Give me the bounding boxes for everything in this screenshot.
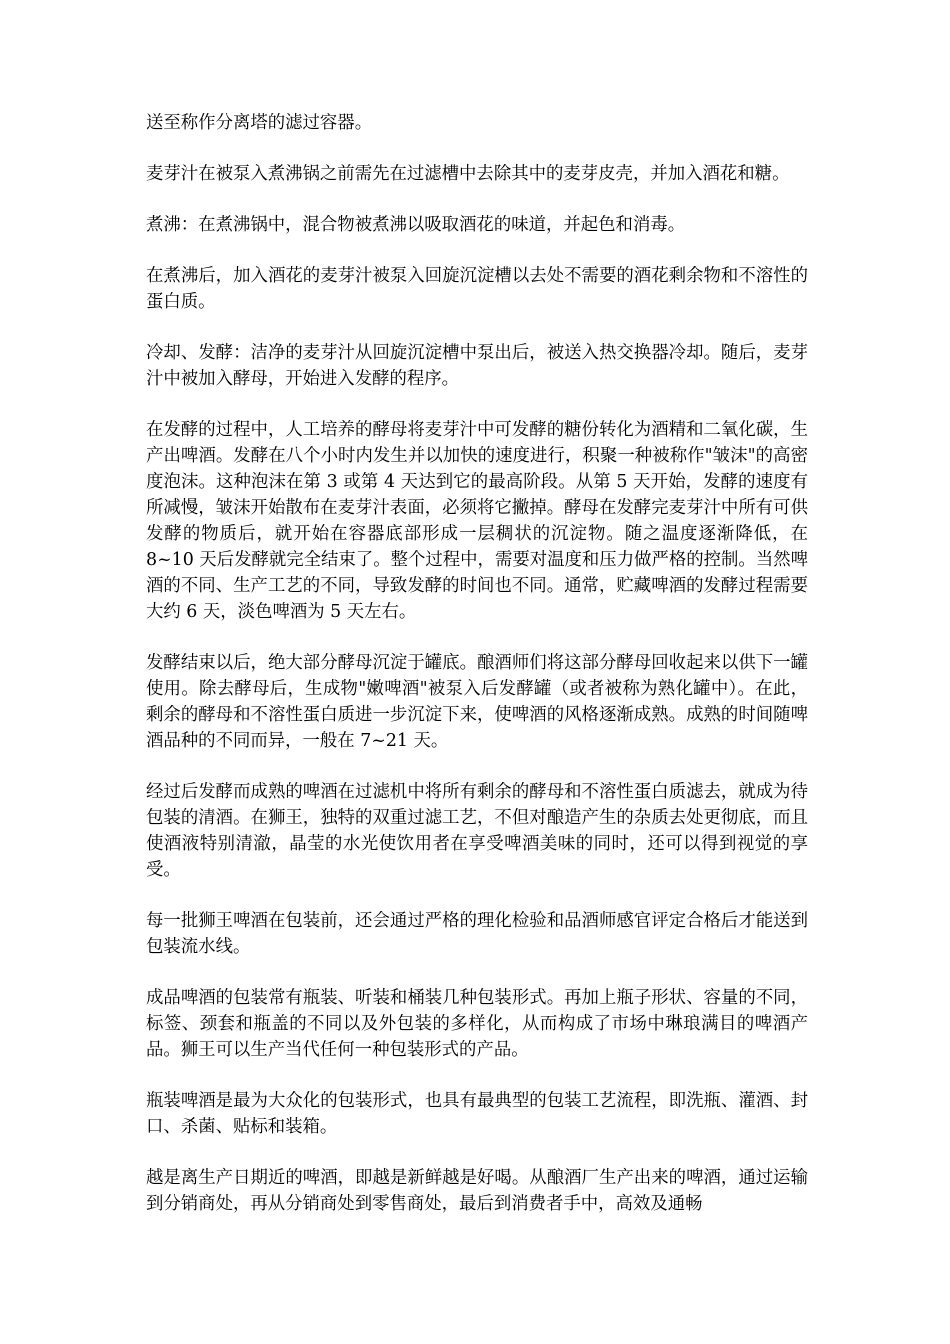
paragraph-9: 每一批狮王啤酒在包装前，还会通过严格的理化检验和品酒师感官评定合格后才能送到包装流水线。 [146,911,808,957]
paragraph-11: 瓶装啤酒是最为大众化的包装形式，也具有最典型的包装工艺流程，即洗瓶、灌酒、封口、杀菌、贴标和装箱。 [146,1091,808,1137]
paragraph-5: 冷却、发酵：洁净的麦芽汁从回旋沉淀槽中泵出后，被送入热交换器冷却。随后，麦芽汁中被加入酵母，开始进入发酵的程序。 [146,343,808,389]
document-body [146,110,808,1242]
paragraph-12: 越是离生产日期近的啤酒，即越是新鲜越是好喝。从酿酒厂生产出来的啤酒，通过运输到分销商处，再从分销商处到零售商处，最后到消费者手中，高效及通畅 [146,1168,808,1214]
paragraph-4: 在煮沸后，加入酒花的麦芽汁被泵入回旋沉淀槽以去处不需要的酒花剩余物和不溶性的蛋白质。 [146,266,808,312]
paragraph-7: 发酵结束以后，绝大部分酵母沉淀于罐底。酿酒师们将这部分酵母回收起来以供下一罐使用。除去酵母后，生成物"嫩啤酒"被泵入后发酵罐（或者被称为熟化罐中）。在此，剩余的酵母和不溶性蛋白质进一步沉淀下来，使啤酒的风格逐渐成熟。成熟的时间随啤酒品种的不同而异，一般在 7~21 天。 [146,653,808,751]
paragraph-2: 麦芽汁在被泵入煮沸锅之前需先在过滤槽中去除其中的麦芽皮壳，并加入酒花和糖。 [146,164,790,184]
paragraph-6: 在发酵的过程中，人工培养的酵母将麦芽汁中可发酵的糖份转化为酒精和二氧化碳，生产出啤酒。发酵在八个小时内发生并以加快的速度进行，积聚一种被称作"皱沫"的高密度泡沫。这种泡沫在第 3 或第 4 天达到它的最高阶段。从第 5 天开始，发酵的速度有所减慢，皱沫开始散布在麦芽汁表面，必须将它撇掉。酵母在发酵完麦芽汁中所有可供发酵的物质后，就开始在容器底部形成一层稠状的沉淀物。随之温度逐渐降低，在 8~10 天后发酵就完全结束了。整个过程中，需要对温度和压力做严格的控制。当然啤酒的不同、生产工艺的不同，导致发酵的时间也不同。通常，贮藏啤酒的发酵过程需要大约 6 天，淡色啤酒为 5 天左右。 [146,420,808,622]
paragraph-1: 送至称作分离塔的滤过容器。 [146,113,373,133]
paragraph-8: 经过后发酵而成熟的啤酒在过滤机中将所有剩余的酵母和不溶性蛋白质滤去，就成为待包装的清酒。在狮王，独特的双重过滤工艺，不但对酿造产生的杂质去处更彻底，而且使酒液特别清澈，晶莹的水光使饮用者在享受啤酒美味的同时，还可以得到视觉的享受。 [146,782,808,880]
paragraph-3: 煮沸：在煮沸锅中，混合物被煮沸以吸取酒花的味道，并起色和消毒。 [146,215,686,235]
paragraph-10: 成品啤酒的包装常有瓶装、听装和桶装几种包装形式。再加上瓶子形状、容量的不同，标签、颈套和瓶盖的不同以及外包装的多样化，从而构成了市场中琳琅满目的啤酒产品。狮王可以生产当代任何一种包装形式的产品。 [146,988,808,1060]
